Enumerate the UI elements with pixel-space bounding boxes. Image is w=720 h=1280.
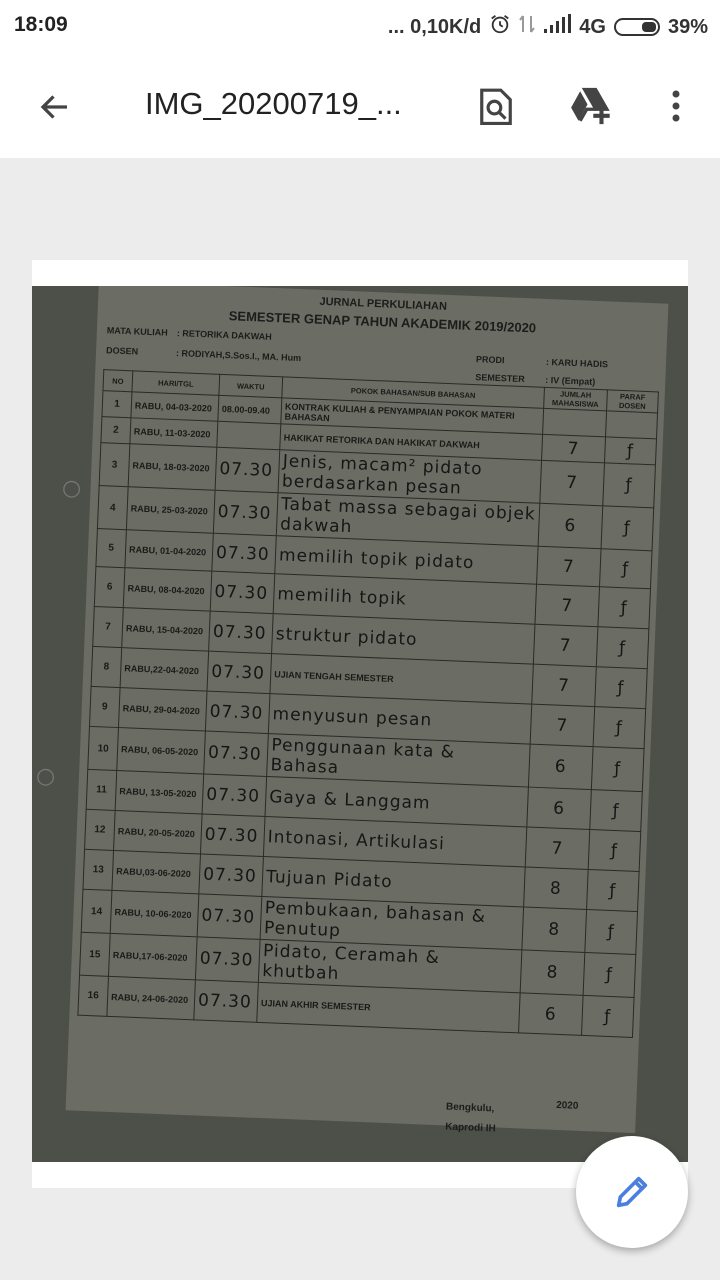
col-time: WAKTU	[219, 374, 283, 398]
row-no: 2	[101, 417, 131, 444]
drive-add-icon	[567, 86, 613, 126]
row-students: 7	[532, 664, 597, 706]
semester-label: SEMESTER	[475, 372, 526, 385]
mata-kuliah-label: MATA KULIAH	[106, 325, 168, 338]
row-sign: ƒ	[598, 587, 651, 629]
journal-table	[77, 369, 659, 1038]
doc-heading-2: SEMESTER GENAP TAHUN AKADEMIK 2019/2020	[228, 308, 537, 336]
mata-kuliah-value: : RETORIKA DAKWAH	[176, 328, 272, 342]
document-photo	[32, 286, 688, 1162]
row-students: 8	[520, 950, 585, 995]
battery-icon	[614, 18, 660, 36]
row-date: RABU,22-04-2020	[120, 648, 209, 691]
row-topic: UJIAN AKHIR SEMESTER	[257, 982, 520, 1032]
row-time: 07.30	[207, 651, 272, 693]
row-topic: Gaya & Langgam	[265, 777, 528, 827]
image-page	[32, 260, 688, 1188]
row-date: RABU, 29-04-2020	[118, 688, 207, 731]
journal-sheet	[66, 286, 669, 1133]
lens-search-button[interactable]	[468, 78, 524, 134]
row-no: 11	[86, 769, 117, 810]
row-sign: ƒ	[585, 909, 638, 954]
dosen-value: : RODIYAH,S.Sos.I., MA. Hum	[175, 348, 302, 364]
row-sign: ƒ	[590, 790, 643, 832]
row-time	[217, 421, 281, 450]
dosen-label: DOSEN	[105, 345, 139, 357]
row-no: 9	[89, 686, 120, 727]
row-sign: ƒ	[591, 747, 644, 792]
row-date: RABU, 13-05-2020	[115, 771, 204, 814]
row-no: 6	[94, 567, 125, 608]
paper-hole-mark: ○	[62, 476, 82, 501]
row-no: 16	[78, 975, 109, 1016]
network-speed: ... 0,10K/d	[387, 15, 482, 38]
row-sign: ƒ	[601, 506, 654, 551]
footer-sign: Kaprodi IH	[444, 1121, 496, 1135]
data-transfer-icon	[519, 14, 535, 40]
row-date: RABU, 10-06-2020	[110, 890, 199, 936]
row-sign: ƒ	[587, 870, 640, 912]
row-no: 12	[85, 809, 116, 850]
row-time: 07.30	[199, 854, 264, 896]
row-time: 07.30	[197, 894, 262, 939]
row-topic: Penggunaan kata & Bahasa	[267, 734, 531, 787]
semester-value: : IV (Empat)	[545, 374, 596, 387]
row-time: 07.30	[212, 533, 276, 573]
row-date: RABU, 15-04-2020	[122, 608, 211, 651]
row-time: 07.30	[204, 731, 269, 776]
row-topic: Tujuan Pidato	[262, 856, 525, 906]
prodi-value: : KARU HADIS	[545, 356, 609, 370]
lens-search-icon	[477, 85, 515, 127]
row-date: RABU, 20-05-2020	[114, 810, 203, 853]
row-topic: UJIAN TENGAH SEMESTER	[270, 654, 533, 704]
row-no: 1	[102, 391, 132, 418]
row-topic: Jenis, macam² pidato berdasarkan pesan	[278, 450, 542, 503]
row-time: 07.30	[210, 571, 275, 613]
row-students: 7	[530, 704, 595, 746]
row-topic: menyusun pesan	[268, 694, 531, 744]
row-sign: ƒ	[583, 952, 636, 997]
col-sign: PARAF DOSEN	[607, 390, 659, 413]
prodi-label: PRODI	[475, 354, 505, 366]
alarm-icon	[489, 13, 511, 41]
app-bar	[0, 52, 720, 158]
row-date: RABU, 24-06-2020	[107, 976, 196, 1019]
row-time: 07.30	[194, 980, 259, 1022]
row-topic: Pembukaan, bahasan & Penutup	[260, 896, 524, 949]
row-no: 8	[91, 646, 122, 687]
row-sign: ƒ	[588, 830, 641, 872]
status-icons	[388, 13, 708, 41]
row-time: 08.00-09.40	[218, 395, 282, 424]
row-date: RABU, 25-03-2020	[126, 487, 215, 533]
row-students: 6	[538, 503, 603, 548]
row-no: 14	[81, 889, 112, 933]
row-date: RABU, 04-03-2020	[131, 392, 219, 421]
row-time: 07.30	[205, 691, 270, 733]
image-viewer[interactable]	[0, 158, 720, 1280]
doc-heading-1: JURNAL PERKULIAHAN	[319, 295, 448, 313]
row-sign: ƒ	[596, 627, 649, 669]
status-bar	[0, 0, 720, 52]
row-no: 15	[80, 932, 111, 976]
row-date: RABU,03-06-2020	[112, 850, 201, 893]
row-topic: struktur pidato	[272, 614, 535, 664]
row-topic: Tabat massa sebagai objek dakwah	[276, 493, 540, 546]
row-topic: memilih topik	[273, 574, 536, 624]
row-date: RABU, 06-05-2020	[117, 728, 206, 774]
network-type: 4G	[579, 15, 606, 38]
col-topic: POKOK BAHASAN/SUB BAHASAN	[282, 377, 545, 408]
back-button[interactable]	[30, 82, 80, 132]
row-students: 6	[519, 993, 584, 1035]
row-sign: ƒ	[593, 707, 646, 749]
edit-fab-button[interactable]	[576, 1136, 688, 1248]
row-topic: HAKIKAT RETORIKA DAN HAKIKAT DAKWAH	[280, 424, 543, 460]
row-students: 6	[527, 787, 592, 829]
row-sign: ƒ	[603, 463, 656, 508]
row-students: 7	[542, 434, 606, 463]
row-students: 7	[540, 460, 605, 505]
row-sign: ƒ	[581, 995, 634, 1037]
row-topic: Intonasi, Artikulasi	[263, 816, 526, 866]
row-date: RABU, 11-03-2020	[130, 418, 218, 447]
row-students: 8	[524, 867, 589, 909]
row-no: 10	[88, 726, 119, 770]
file-title: IMG_20200719_...	[145, 86, 402, 121]
row-sign: ƒ	[600, 549, 652, 589]
row-students: 7	[535, 584, 600, 626]
row-time: 07.30	[202, 774, 267, 816]
row-no: 4	[97, 486, 128, 530]
row-date: RABU, 18-03-2020	[128, 444, 217, 490]
row-no: 3	[99, 443, 130, 487]
battery-level: 39%	[667, 15, 708, 38]
col-no: NO	[103, 370, 133, 392]
more-options-button[interactable]	[648, 78, 704, 134]
footer-year: 2020	[555, 1099, 579, 1112]
status-time: 18:09	[14, 13, 68, 36]
row-no: 13	[83, 849, 114, 890]
paper-hole-mark: ○	[36, 764, 56, 789]
row-sign	[606, 411, 658, 439]
pencil-edit-icon	[612, 1172, 652, 1212]
row-sign: ƒ	[604, 437, 656, 465]
row-students: 7	[525, 827, 590, 869]
row-no: 5	[96, 529, 127, 568]
row-topic: memilih topik pidato	[275, 536, 538, 584]
row-no: 7	[93, 606, 124, 647]
col-date: HARI/TGL	[132, 371, 220, 395]
row-time: 07.30	[209, 611, 274, 653]
row-date: RABU, 08-04-2020	[123, 568, 212, 611]
add-to-drive-button[interactable]	[562, 78, 618, 134]
signal-icon	[543, 14, 571, 40]
arrow-left-icon	[37, 89, 73, 125]
row-time: 07.30	[195, 937, 260, 982]
row-students: 7	[537, 546, 601, 586]
row-date: RABU, 01-04-2020	[125, 530, 213, 571]
col-students: JUMLAH MAHASISWA	[544, 387, 608, 411]
row-topic: Pidato, Ceramah & khutbah	[258, 939, 522, 992]
row-date: RABU,17-06-2020	[108, 933, 197, 979]
row-time: 07.30	[213, 490, 278, 535]
footer-city: Bengkulu,	[445, 1101, 495, 1115]
row-topic: KONTRAK KULIAH & PENYAMPAIAN POKOK MATERI BAHASAN	[281, 398, 544, 434]
more-vertical-icon	[670, 88, 682, 124]
row-students: 8	[522, 907, 587, 952]
row-time: 07.30	[200, 814, 265, 856]
row-students: 7	[533, 624, 598, 666]
row-time: 07.30	[215, 447, 280, 492]
row-sign: ƒ	[595, 667, 648, 709]
row-students	[543, 408, 607, 437]
row-students: 6	[528, 744, 593, 789]
